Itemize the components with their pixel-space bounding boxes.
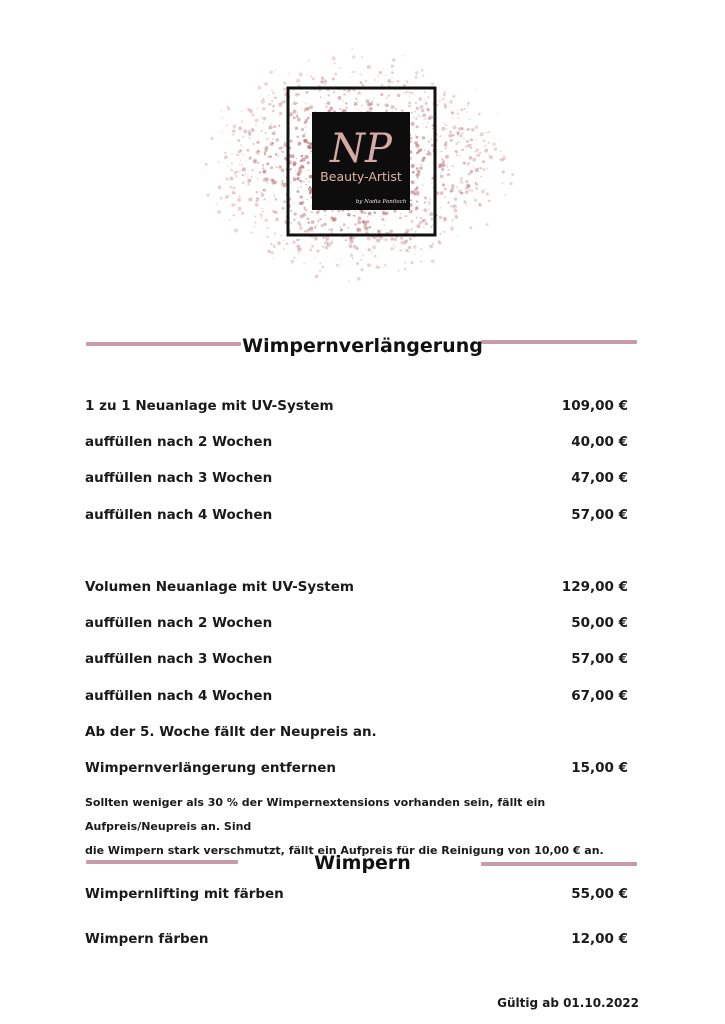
service-label: Wimpernlifting mit färben [85,886,284,902]
price-row [85,579,628,599]
service-label: auffüllen nach 2 Wochen [85,434,273,450]
price-row [85,507,628,527]
price-row [85,470,628,490]
logo-byline: by Nadia Panitsch [355,199,407,205]
note-line: Sollten weniger als 30 % der Wimpernextensions vorhanden sein, fällt ein Aufpreis/Neupreis an. Sind [85,796,546,833]
service-price: 109,00 € [561,398,628,414]
service-price: 12,00 € [571,931,628,947]
service-price: 40,00 € [571,434,628,450]
info-row [85,724,628,744]
validity-date: Gültig ab 01.10.2022 [497,996,639,1010]
service-price: 57,00 € [571,507,628,523]
price-row [85,688,628,708]
price-row [85,434,628,454]
service-label: Wimpern färben [85,931,209,947]
service-label: Volumen Neuanlage mit UV-System [85,579,354,595]
service-label: auffüllen nach 3 Wochen [85,470,273,486]
service-label: auffüllen nach 4 Wochen [85,688,273,704]
info-text: Ab der 5. Woche fällt der Neupreis an. [85,724,377,740]
service-price: 47,00 € [571,470,628,486]
service-label: 1 zu 1 Neuanlage mit UV-System [85,398,334,414]
price-row [85,760,628,780]
price-row [85,398,628,418]
service-price: 129,00 € [561,579,628,595]
service-price: 67,00 € [571,688,628,704]
note-line: die Wimpern stark verschmutzt, fällt ein Aufpreis für die Reinigung von 10,00 € an. [85,844,604,857]
service-label: auffüllen nach 2 Wochen [85,615,273,631]
service-price: 15,00 € [571,760,628,776]
price-row [85,886,628,906]
service-label: auffüllen nach 3 Wochen [85,651,273,667]
service-price: 57,00 € [571,651,628,667]
logo-monogram: NP [330,126,392,172]
price-row [85,931,628,951]
service-price: 55,00 € [571,886,628,902]
service-label: Wimpernverlängerung entfernen [85,760,336,776]
service-label: auffüllen nach 4 Wochen [85,507,273,523]
section-title-lashes: Wimpern [314,852,411,874]
logo [205,40,515,290]
price-row [85,615,628,635]
section-title-eyelash-extensions: Wimpernverlängerung [242,335,483,357]
price-row [85,651,628,671]
service-price: 50,00 € [571,615,628,631]
logo-name: Beauty-Artist [320,169,402,184]
